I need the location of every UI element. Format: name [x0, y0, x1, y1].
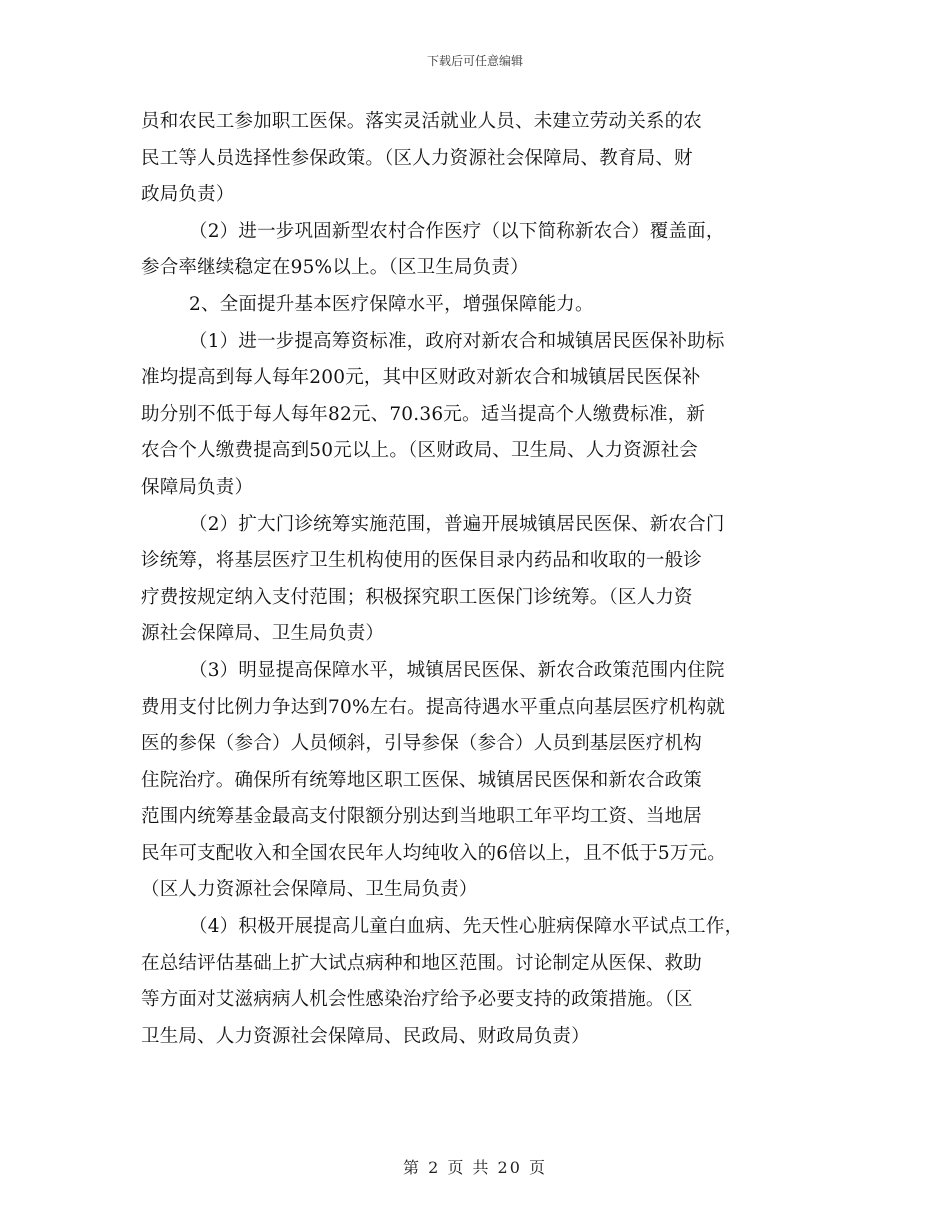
- text-line: 范围内统筹基金最高支付限额分别达到当地职工年平均工资、当地居: [141, 806, 703, 828]
- text-line: 费用支付比例力争达到70%左右。提高待遇水平重点向基层医疗机构就: [141, 696, 726, 718]
- text-line: 参合率继续稳定在95%以上。（区卫生局负责）: [141, 257, 529, 279]
- paragraph-item-4-pilot-work: [141, 909, 831, 1055]
- text-line: （3）明显提高保障水平，城镇居民医保、新农合政策范围内住院: [189, 659, 725, 681]
- paragraph-item-2-outpatient: [141, 507, 831, 653]
- text-line: 民工等人员选择性参保政策。（区人力资源社会保障局、教育局、财: [141, 147, 693, 169]
- text-line: 政局负责）: [141, 184, 235, 206]
- text-line: 住院治疗。确保所有统筹地区职工医保、城镇居民医保和新农合政策: [141, 769, 703, 791]
- text-line: 医的参保（参合）人员倾斜，引导参保（参合）人员到基层医疗机构: [141, 733, 703, 755]
- paragraph-item-2-new-rural-coop: [141, 214, 831, 287]
- text-line: 在总结评估基础上扩大试点病种和地区范围。讨论制定从医保、救助: [141, 952, 703, 974]
- paragraph-enrollment-policy: [141, 104, 831, 214]
- text-line: 诊统筹，将基层医疗卫生机构使用的医保目录内药品和收取的一般诊: [141, 550, 703, 572]
- text-line: （区人力资源社会保障局、卫生局负责）: [141, 879, 478, 901]
- text-line: 等方面对艾滋病病人机会性感染治疗给予必要支持的政策措施。（区: [141, 989, 693, 1011]
- paragraph-item-1-funding: [141, 324, 831, 507]
- text-line: 源社会保障局、卫生局负责）: [141, 623, 385, 645]
- text-line: 助分别不低于每人每年82元、70.36元。适当提高个人缴费标准，新: [141, 403, 706, 425]
- section-heading: 2、全面提升基本医疗保障水平，增强保障能力。: [189, 293, 594, 315]
- section-heading-2: [141, 287, 831, 324]
- text-line: （1）进一步提高筹资标准，政府对新农合和城镇居民医保补助标: [189, 330, 725, 352]
- document-body: [141, 104, 831, 1055]
- text-line: 保障局负责）: [141, 476, 254, 498]
- paragraph-item-3-coverage-level: [141, 653, 831, 909]
- text-line: 民年可支配收入和全国农民年人均纯收入的6倍以上，且不低于5万元。: [141, 842, 726, 864]
- text-line: （2）扩大门诊统筹实施范围，普遍开展城镇居民医保、新农合门: [189, 513, 725, 535]
- text-line: （2）进一步巩固新型农村合作医疗（以下简称新农合）覆盖面，: [189, 220, 725, 242]
- page-number-footer: 第 2 页 共 20 页: [403, 1158, 547, 1177]
- text-line: 准均提高到每人每年200元，其中区财政对新农合和城镇居民医保补: [141, 367, 701, 389]
- text-line: 疗费按规定纳入支付范围；积极探究职工医保门诊统筹。（区人力资: [141, 586, 693, 608]
- text-line: （4）积极开展提高儿童白血病、先天性心脏病保障水平试点工作，: [189, 916, 744, 938]
- text-line: 卫生局、人力资源社会保障局、民政局、财政局负责）: [141, 1025, 590, 1047]
- page-header: 下载后可任意编辑: [426, 54, 523, 68]
- text-line: 农合个人缴费提高到50元以上。（区财政局、卫生局、人力资源社会: [141, 440, 698, 462]
- text-line: 员和农民工参加职工医保。落实灵活就业人员、未建立劳动关系的农: [141, 111, 703, 132]
